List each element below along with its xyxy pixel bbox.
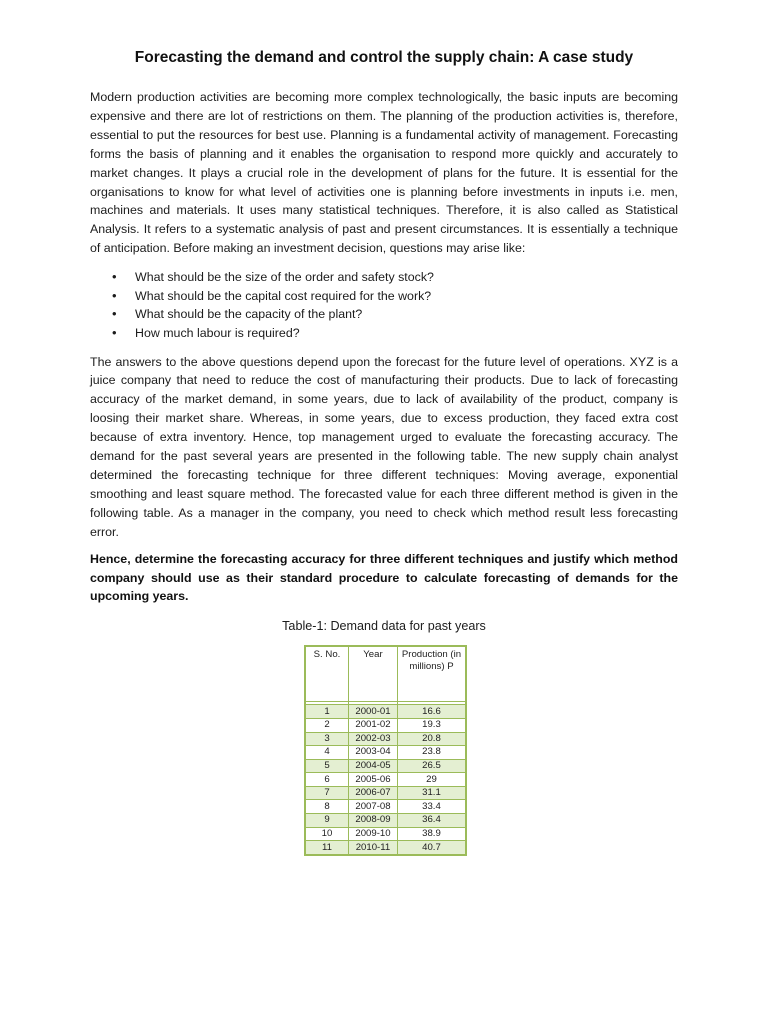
list-item — [90, 268, 678, 287]
cell-year: 2005-06 — [349, 773, 398, 787]
list-item — [90, 287, 678, 306]
header-production: Production (in millions) P — [397, 646, 466, 702]
bullet-icon: • — [112, 287, 117, 303]
table-row — [305, 827, 466, 841]
bullet-icon: • — [112, 324, 117, 340]
list-item-text: How much labour is required? — [135, 325, 300, 340]
cell-year: 2006-07 — [349, 786, 398, 800]
cell-sno: 9 — [305, 814, 349, 828]
document-title: Forecasting the demand and control the supply chain: A case study — [134, 49, 634, 66]
cell-year: 2007-08 — [349, 800, 398, 814]
cell-production: 20.8 — [397, 732, 466, 746]
list-item-text: What should be the size of the order and safety stock? — [135, 270, 434, 285]
cell-production: 31.1 — [397, 786, 466, 800]
cell-sno: 1 — [305, 705, 349, 719]
document-page — [90, 0, 678, 856]
header-sno: S. No. — [305, 646, 349, 702]
cell-year: 2001-02 — [349, 718, 398, 732]
cell-production: 26.5 — [397, 759, 466, 773]
table-row — [305, 814, 466, 828]
table-row — [305, 705, 466, 719]
list-item — [90, 324, 678, 343]
table-row — [305, 841, 466, 855]
cell-year: 2004-05 — [349, 759, 398, 773]
cell-year: 2009-10 — [349, 827, 398, 841]
demand-table — [304, 645, 467, 856]
intro-paragraph: Modern production activities are becoming more complex technologically, the basic inputs are becoming expensive and there are lot of restrictions on them. The planning of the production activities is, therefore, essential to put the resources for best use. Planning is a fundamental activity of management. Forecasting forms the basis of planning and it enables the organisation to respond more quickly and accurately to market changes. It plays a crucial role in the development of plans for the future. It is essential for the organisations to know for what level of activities one is planning before investments in inputs i.e. men, machines and materials. It uses many statistical techniques. Therefore, it is also called as Statistical Analysis. It refers to a systematic analysis of past and present circumstances. It is essentially a technique of anticipation. Before making an investment decision, questions may arise like: — [90, 90, 678, 256]
header-year: Year — [349, 646, 398, 702]
table-caption: Table-1: Demand data for past years — [282, 619, 486, 634]
cell-production: 16.6 — [397, 705, 466, 719]
cell-production: 36.4 — [397, 814, 466, 828]
table-row — [305, 746, 466, 760]
table-row — [305, 786, 466, 800]
cell-production: 19.3 — [397, 718, 466, 732]
cell-sno: 10 — [305, 827, 349, 841]
cell-year: 2000-01 — [349, 705, 398, 719]
list-item-text: What should be the capital cost required for the work? — [135, 288, 432, 303]
table-row — [305, 759, 466, 773]
table-row — [305, 732, 466, 746]
table-header-row — [305, 646, 466, 702]
cell-year: 2003-04 — [349, 746, 398, 760]
cell-sno: 2 — [305, 718, 349, 732]
cell-year: 2002-03 — [349, 732, 398, 746]
cell-production: 40.7 — [397, 841, 466, 855]
cell-sno: 6 — [305, 773, 349, 787]
demand-table-wrapper — [304, 645, 467, 856]
table-row — [305, 773, 466, 787]
list-item — [90, 305, 678, 324]
cell-year: 2010-11 — [349, 841, 398, 855]
cell-production: 23.8 — [397, 746, 466, 760]
question-list — [90, 268, 678, 342]
cell-sno: 4 — [305, 746, 349, 760]
cell-sno: 11 — [305, 841, 349, 855]
cell-production: 29 — [397, 773, 466, 787]
list-item-text: What should be the capacity of the plant? — [135, 307, 363, 322]
cell-sno: 3 — [305, 732, 349, 746]
bullet-icon: • — [112, 306, 117, 322]
bullet-icon: • — [112, 269, 117, 285]
cell-production: 33.4 — [397, 800, 466, 814]
cell-year: 2008-09 — [349, 814, 398, 828]
cell-sno: 5 — [305, 759, 349, 773]
table-row — [305, 718, 466, 732]
cell-sno: 8 — [305, 800, 349, 814]
case-paragraph: The answers to the above questions depend upon the forecast for the future level of operations. XYZ is a juice company that need to reduce the cost of manufacturing their products. Due to lack of forecasting accuracy of the market demand, in some years, due to lack of availability of the product, company is loosing their market share. Whereas, in some years, due to excess production, they faced extra cost because of extra inventory. Hence, top management urged to evaluate the forecasting accuracy. The demand for the past several years are presented in the following table. The new supply chain analyst determined the forecasting technique for three different techniques: Moving average, exponential smoothing and least square method. The forecasted value for each three different method is given in the following table. As a manager in the company, you need to check which method result less forecasting error. — [90, 354, 678, 539]
cell-sno: 7 — [305, 786, 349, 800]
cell-production: 38.9 — [397, 827, 466, 841]
table-row — [305, 800, 466, 814]
task-paragraph: Hence, determine the forecasting accuracy for three different techniques and justify which method company should use as their standard procedure to calculate forecasting of demands for the upcoming years. — [90, 551, 678, 604]
